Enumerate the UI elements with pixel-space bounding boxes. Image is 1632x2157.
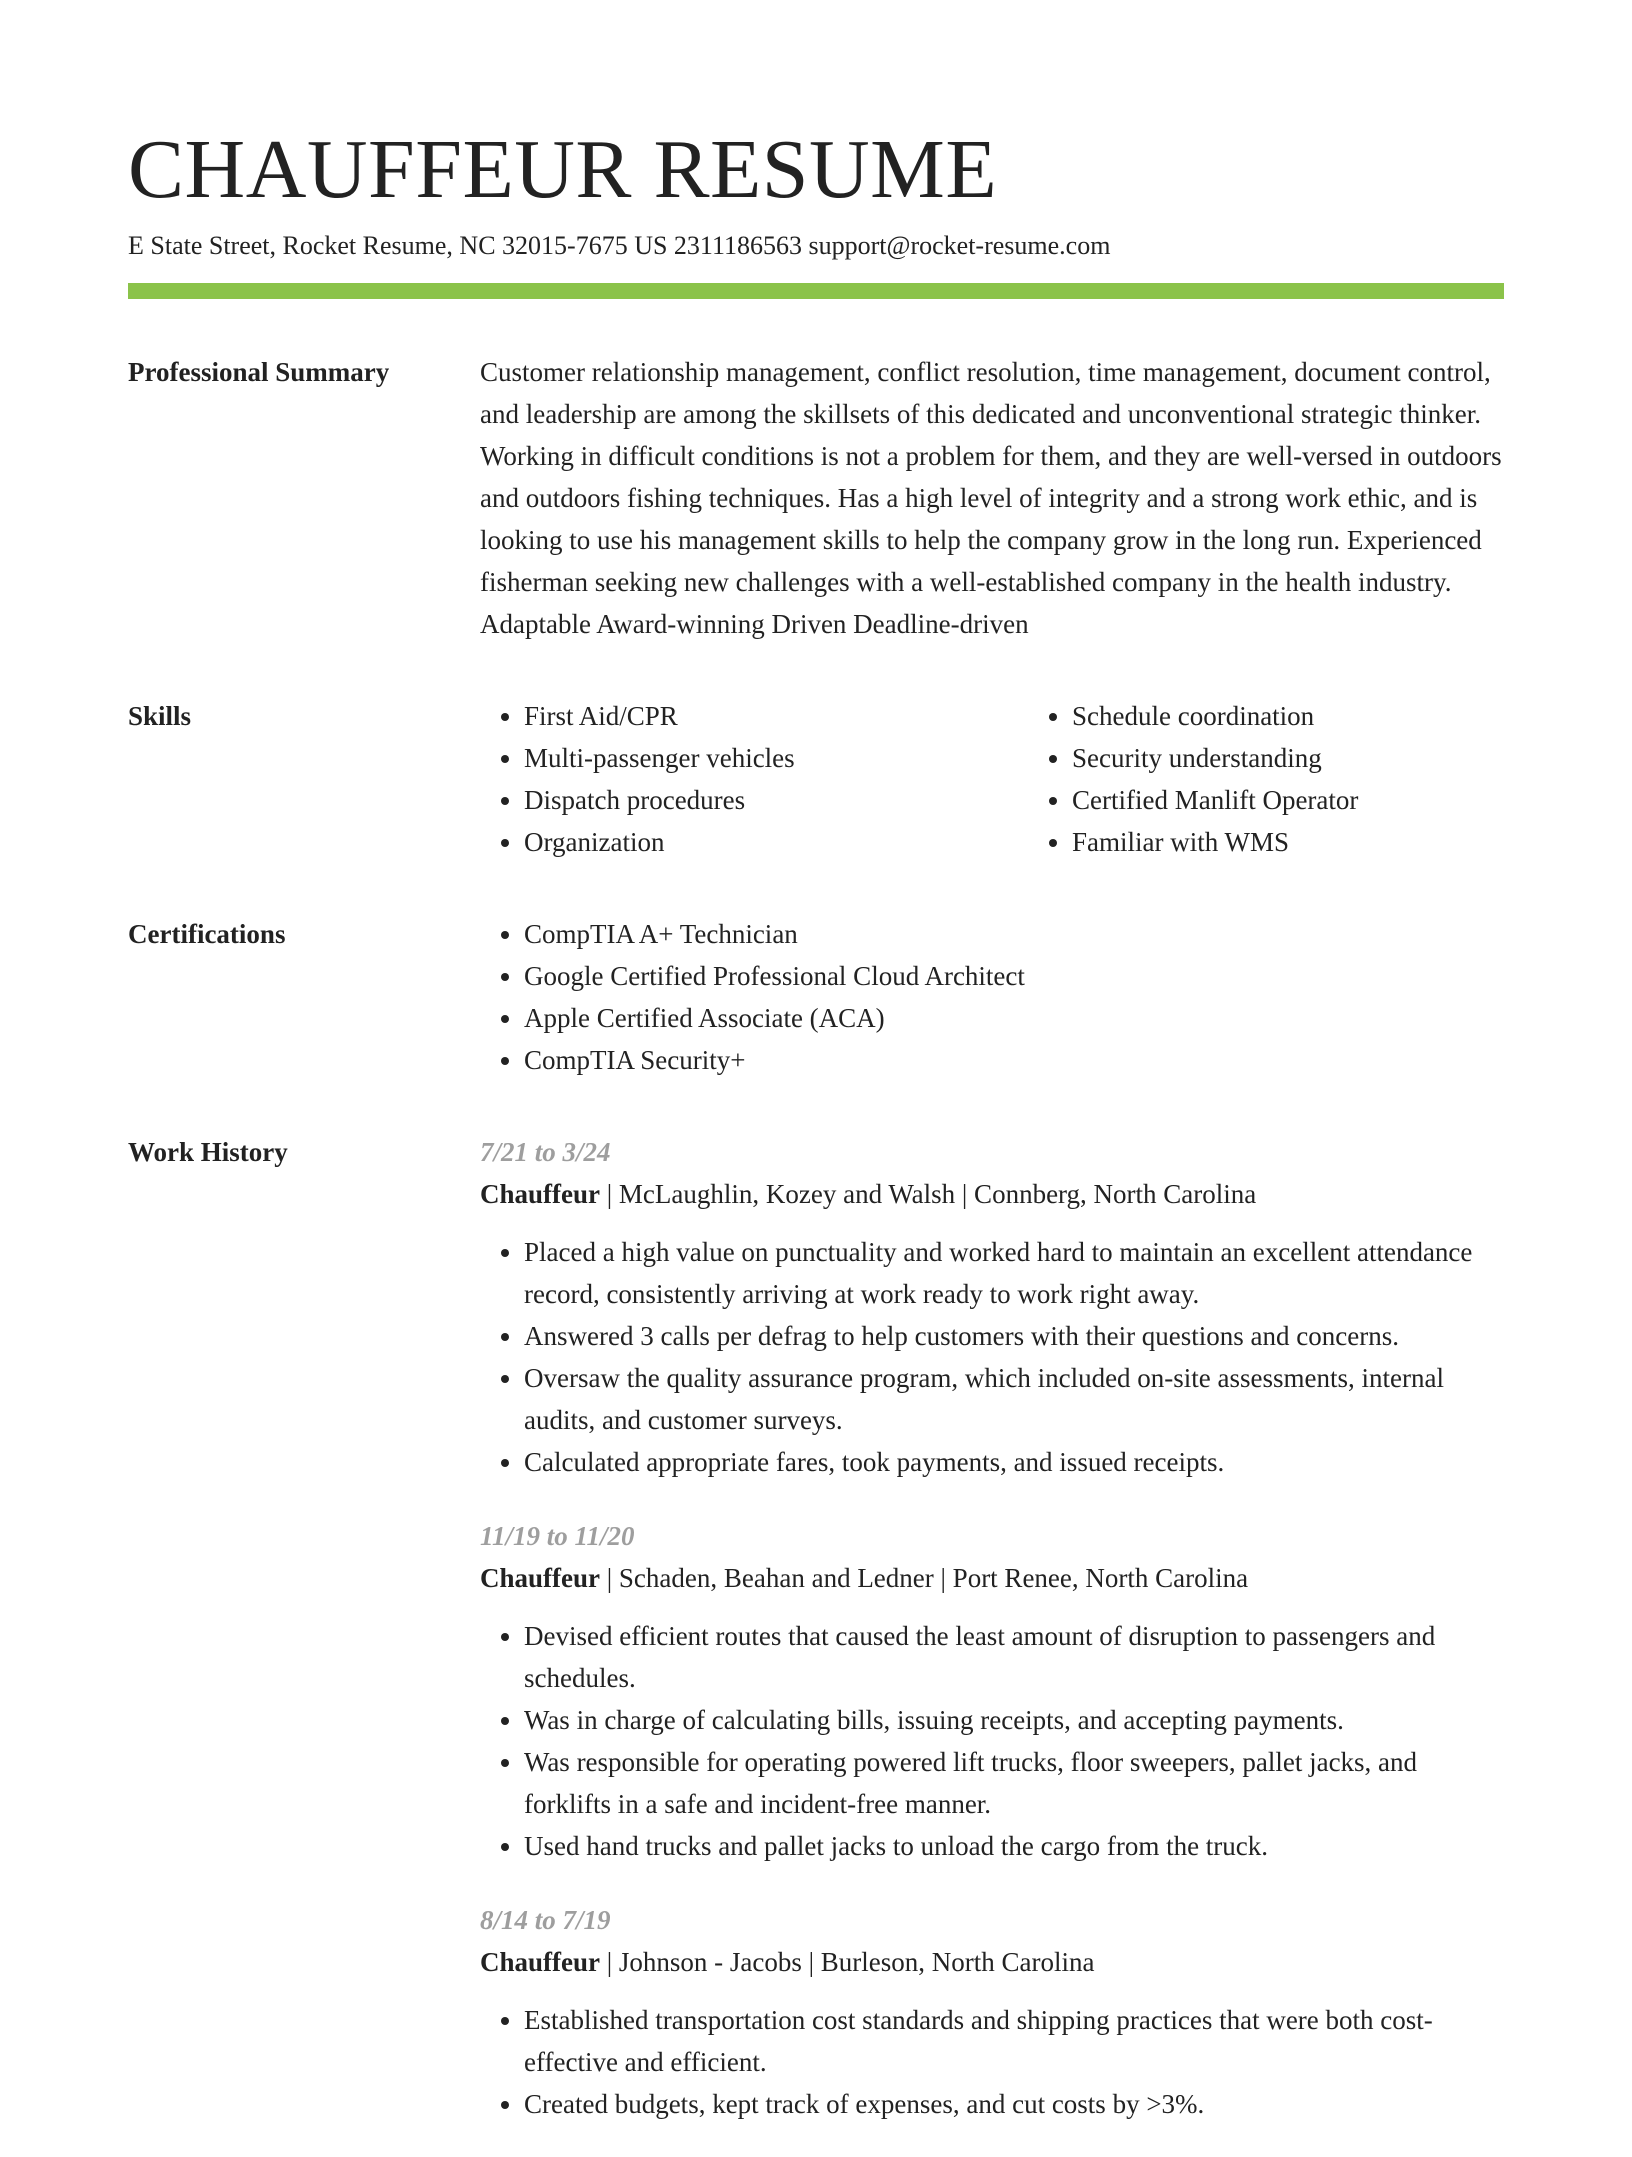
resume-page <box>128 0 1504 2157</box>
accent-divider <box>128 283 1504 299</box>
job-bullets <box>480 1999 1504 2125</box>
job-bullet: • Established transportation cost standards and shipping practices that were both cost-effective and efficient. <box>524 1999 1504 2083</box>
skill-item: • Security understanding <box>1072 737 1576 779</box>
job-bullet: • Calculated appropriate fares, took payments, and issued receipts. <box>524 1441 1504 1483</box>
job-bullet: • Devised efficient routes that caused the least amount of disruption to passengers and schedules. <box>524 1615 1504 1699</box>
section-label-summary: Professional Summary <box>128 357 390 387</box>
job-bullet: • Placed a high value on punctuality and worked hard to maintain an excellent attendance record, consistently arriving at work ready to work right away. <box>524 1231 1504 1315</box>
job-bullet: • Was in charge of calculating bills, issuing receipts, and accepting payments. <box>524 1699 1504 1741</box>
job-heading <box>480 1941 1504 1983</box>
job-title: Chauffeur <box>480 1563 600 1593</box>
job-bullet: • Used hand trucks and pallet jacks to unload the cargo from the truck. <box>524 1825 1504 1867</box>
job-bullets <box>480 1615 1504 1867</box>
certifications-section <box>128 913 1504 1081</box>
contact-line: E State Street, Rocket Resume, NC 32015-7675 US 2311186563 support@rocket-resume.com <box>128 231 1111 260</box>
resume-title: CHAUFFEUR RESUME <box>128 123 998 216</box>
skill-item: • Organization <box>524 821 1028 863</box>
certifications-list <box>480 913 1504 1081</box>
skill-item: • Certified Manlift Operator <box>1072 779 1576 821</box>
skills-list-right <box>1028 695 1576 863</box>
work-history-section <box>128 1131 1504 2157</box>
job-bullet: • Answered 3 calls per defrag to help customers with their questions and concerns. <box>524 1315 1504 1357</box>
certification-item: • Apple Certified Associate (ACA) <box>524 997 1504 1039</box>
section-label-certifications: Certifications <box>128 919 286 949</box>
job-details: | Schaden, Beahan and Ledner | Port Renee, North Carolina <box>600 1563 1249 1593</box>
job-title: Chauffeur <box>480 1947 600 1977</box>
certification-item: • CompTIA Security+ <box>524 1039 1504 1081</box>
job-entry <box>480 1131 1504 1483</box>
job-bullet: • Oversaw the quality assurance program, which included on-site assessments, internal audits, and customer surveys. <box>524 1357 1504 1441</box>
job-title: Chauffeur <box>480 1179 600 1209</box>
job-heading <box>480 1557 1504 1599</box>
job-details: | Johnson - Jacobs | Burleson, North Carolina <box>600 1947 1095 1977</box>
skill-item: • First Aid/CPR <box>524 695 1028 737</box>
summary-section <box>128 351 1504 645</box>
certification-item: • Google Certified Professional Cloud Architect <box>524 955 1504 997</box>
job-date: 11/19 to 11/20 <box>480 1521 635 1551</box>
job-details: | McLaughlin, Kozey and Walsh | Connberg, North Carolina <box>600 1179 1257 1209</box>
skill-item: • Schedule coordination <box>1072 695 1576 737</box>
job-entry <box>480 1899 1504 2125</box>
skill-item: • Multi-passenger vehicles <box>524 737 1028 779</box>
skill-item: • Familiar with WMS <box>1072 821 1576 863</box>
job-bullets <box>480 1231 1504 1483</box>
job-bullet: • Created budgets, kept track of expenses, and cut costs by >3%. <box>524 2083 1504 2125</box>
certification-item: • CompTIA A+ Technician <box>524 913 1504 955</box>
job-bullet: • Was responsible for operating powered lift trucks, floor sweepers, pallet jacks, and forklifts in a safe and incident-free manner. <box>524 1741 1504 1825</box>
job-date: 7/21 to 3/24 <box>480 1137 611 1167</box>
skills-section <box>128 695 1504 863</box>
job-heading <box>480 1173 1504 1215</box>
skill-item: • Dispatch procedures <box>524 779 1028 821</box>
section-label-work-history: Work History <box>128 1137 288 1167</box>
skills-list-left <box>480 695 1028 863</box>
job-date: 8/14 to 7/19 <box>480 1905 611 1935</box>
summary-text: Customer relationship management, conflict resolution, time management, document control, and leadership are among the skillsets of this dedicated and unconventional strategic thinker. Working in difficult conditions is not a problem for them, and they are well-versed in outdoors and outdoors fishing techniques. Has a high level of integrity and a strong work ethic, and is looking to use his management skills to help the company grow in the long run. Experienced fisherman seeking new challenges with a well-established company in the health industry. Adaptable Award-winning Driven Deadline-driven <box>480 357 1502 639</box>
section-label-skills: Skills <box>128 701 192 731</box>
job-entry <box>480 1515 1504 1867</box>
